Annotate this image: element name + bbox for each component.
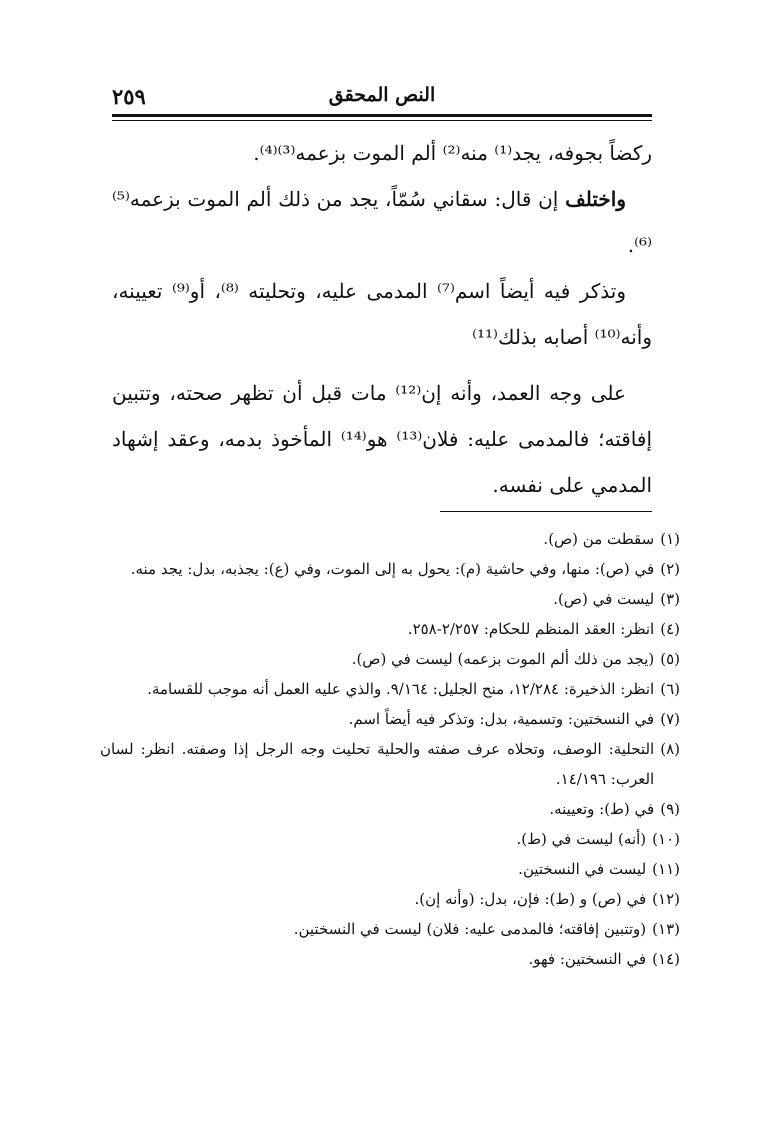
footnotes (100, 524, 680, 974)
footnote-number: (١٣) (652, 920, 680, 938)
footnote (100, 614, 680, 644)
footnote (100, 524, 680, 554)
footnote-number: (٩) (660, 800, 680, 818)
footnote (100, 944, 680, 974)
footnote (100, 884, 680, 914)
footnote-number: (٨) (660, 740, 680, 758)
footnote-text: في (ط): وتعيينه. (549, 800, 655, 818)
paragraph-2-text: إن قال: سقاني سُمّاً، يجد من ذلك ألم الموت بزعمه⁽⁵⁾⁽⁶⁾. (112, 187, 652, 257)
header-rule-thin (112, 120, 652, 121)
footnote-number: (٢) (660, 560, 680, 578)
page-header (112, 84, 652, 114)
header-rule-thick (112, 114, 652, 117)
footnote-number: (١) (660, 530, 680, 548)
paragraph-2-lead: واختلف (565, 187, 626, 211)
footnote-text: في النسختين: وتسمية، بدل: وتذكر فيه أيضاً اسم. (348, 710, 655, 728)
footnote (100, 554, 680, 584)
footnote-text: انظر: العقد المنظم للحكام: ٢/٢٥٧-٢٥٨. (407, 620, 655, 638)
footnote (100, 854, 680, 884)
footnote-text: في النسختين: فهو. (528, 950, 647, 968)
paragraph-3: وتذكر فيه أيضاً اسم⁽⁷⁾ المدمى عليه، وتحليته ⁽⁸⁾، أو⁽⁹⁾ تعيينه، وأنه⁽¹⁰⁾ أصابه بذلك⁽¹¹⁾ (112, 279, 652, 349)
footnote-text: (يجد من ذلك ألم الموت بزعمه) ليست في (ص). (351, 650, 655, 668)
footnote (100, 914, 680, 944)
running-title: النص المحقق (328, 84, 436, 106)
footnote-text: في (ص): منها، وفي حاشية (م): يحول به إلى الموت، وفي (ع): يجذبه، بدل: يجد منه. (130, 560, 655, 578)
footnote-text: التحلية: الوصف، وتحلاه عرف صفته والحلية تحليت وجه الرجل إذا وصفته. انظر: لسان العرب: ١٤/١٩٦. (100, 740, 655, 788)
paragraph-2 (112, 176, 652, 268)
footnote-number: (٥) (660, 650, 680, 668)
footnote (100, 794, 680, 824)
main-text (112, 130, 652, 508)
footnote-number: (٤) (660, 620, 680, 638)
footnote-number: (١٢) (652, 890, 680, 908)
footnote-text: (وتتبين إفاقته؛ فالمدمى عليه: فلان) ليست في النسختين. (293, 920, 647, 938)
footnote-text: (أنه) ليست في (ط). (516, 830, 647, 848)
footnote (100, 824, 680, 854)
footnote-number: (٧) (660, 710, 680, 728)
footnote (100, 704, 680, 734)
footnote (100, 584, 680, 614)
footnote (100, 674, 680, 704)
footnote-text: انظر: الذخيرة: ١٢/٢٨٤، منح الجليل: ٩/١٦٤. والذي عليه العمل أنه موجب للقسامة. (147, 680, 655, 698)
footnote-text: ليست في (ص). (553, 590, 655, 608)
paragraph-4: على وجه العمد، وأنه إن⁽¹²⁾ مات قبل أن تظهر صحته، وتتبين إفاقته؛ فالمدمى عليه: فلان⁽¹³⁾ هو⁽¹⁴⁾ المأخوذ بدمه، وعقد إشهاد المدمي على نفسه. (112, 381, 653, 497)
paragraph-1: ركضاً بجوفه، يجد⁽¹⁾ منه⁽²⁾ ألم الموت بزعمه⁽³⁾⁽⁴⁾. (253, 141, 652, 165)
footnote-number: (٦) (660, 680, 680, 698)
footnote-number: (١١) (652, 860, 680, 878)
footnote-number: (١٠) (652, 830, 680, 848)
page-number: ٢٥٩ (112, 84, 146, 109)
footnote (100, 734, 680, 794)
footnote-separator (440, 511, 652, 512)
footnote-number: (٣) (660, 590, 680, 608)
footnote (100, 644, 680, 674)
footnote-text: في (ص) و (ط): فإن، بدل: (وأنه إن). (414, 890, 647, 908)
footnote-number: (١٤) (652, 950, 680, 968)
footnote-text: سقطت من (ص). (543, 530, 655, 548)
footnote-text: ليست في النسختين. (518, 860, 647, 878)
